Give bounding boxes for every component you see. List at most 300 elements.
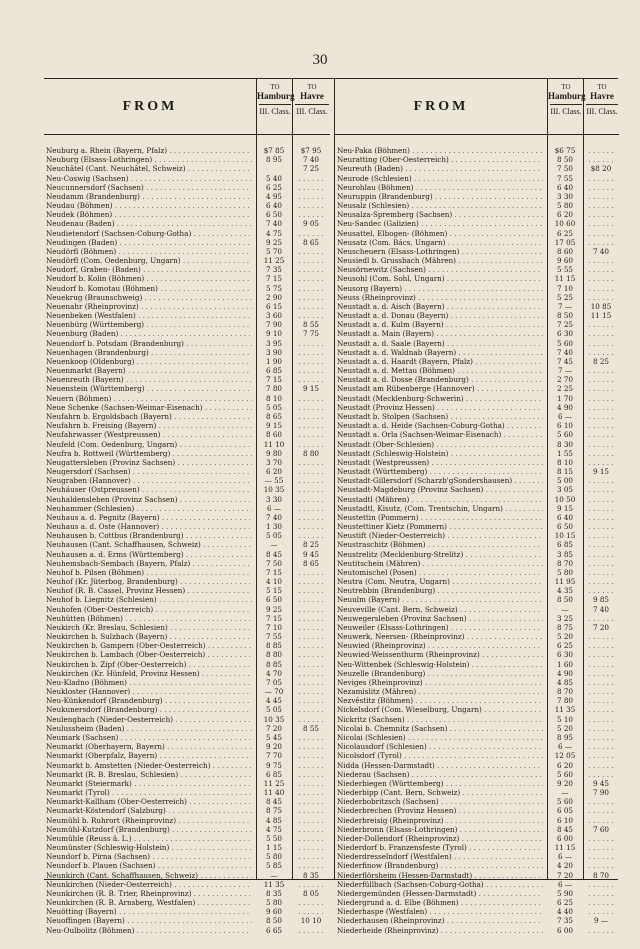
- table-row: [44, 357, 330, 366]
- hamburg-fare: 9 20: [265, 742, 282, 752]
- table-row: [335, 550, 619, 559]
- table-row: [335, 605, 619, 614]
- table-row: [335, 384, 619, 393]
- station-name: Neu-Coswig (Sachsen) . . .: [46, 174, 252, 183]
- hamburg-fare: 5 70: [265, 246, 282, 256]
- hamburg-fare: 9 15: [556, 503, 573, 513]
- hamburg-fare: 11 15: [554, 274, 576, 284]
- havre-fare: 7 25: [302, 164, 319, 174]
- hamburg-fare: 6 —: [557, 742, 573, 752]
- hamburg-fare: 8 85: [265, 659, 282, 669]
- table-row: [44, 779, 330, 788]
- table-row: [44, 834, 330, 843]
- hamburg-fare: 11 25: [263, 778, 285, 788]
- havre-fare: . . . . . .: [588, 228, 614, 238]
- hamburg-header: TO Hamburg III. Class.: [256, 79, 293, 134]
- hamburg-fare: 8 60: [556, 246, 573, 256]
- havre-fare: . . . . . .: [588, 292, 614, 302]
- station-name: Neuveville (Cant. Bern, Schweiz) . . .: [337, 605, 543, 614]
- havre-fare: . . . . . .: [588, 705, 614, 715]
- station-name: Neurohlau (Böhmen) . . .: [337, 183, 543, 192]
- station-name: Neuweiler (Elsass-Lothringen) . . .: [337, 623, 543, 632]
- havre-fare: . . . . . .: [588, 494, 614, 504]
- havre-fare: . . . . . .: [588, 760, 614, 770]
- havre-fare: . . . . . .: [298, 522, 324, 532]
- table-row: [335, 192, 619, 201]
- hamburg-fare: 6 25: [265, 182, 282, 192]
- hamburg-fare: 6 30: [556, 650, 573, 660]
- station-name: Neudörfl (Böhmen) . . .: [46, 247, 252, 256]
- station-name: Neumarkt (Oberpfalz, Bayern) . . .: [46, 751, 252, 760]
- station-name: Neustadt (Schleswig-Holstein) . . .: [337, 449, 543, 458]
- hamburg-fare: 6 10: [556, 421, 573, 431]
- from-heading: FROM: [413, 99, 469, 114]
- station-name: Neufra b. Rottweil (Württemberg) . . .: [46, 449, 252, 458]
- station-name: Niedergrund a. d. Elbe (Böhmen) . . .: [337, 898, 543, 907]
- hamburg-fare: 8 85: [265, 641, 282, 651]
- hamburg-fare: 5 00: [556, 476, 573, 486]
- table-row: [335, 284, 619, 293]
- havre-fare: . . . . . .: [588, 366, 614, 376]
- havre-fare: . . . . . .: [588, 659, 614, 669]
- hamburg-fare: 5 60: [556, 338, 573, 348]
- station-name: Neufahrn b. Freising (Bayern) . . .: [46, 421, 252, 430]
- hamburg-fare: 6 —: [557, 852, 573, 862]
- station-name: Neuhaldensleben (Provinz Sachsen) . . .: [46, 495, 252, 504]
- hamburg-fare: 5 40: [265, 173, 282, 183]
- hamburg-fare: 2 70: [556, 375, 573, 385]
- havre-fare: . . . . . .: [588, 182, 614, 192]
- hamburg-fare: 3 05: [556, 485, 573, 495]
- hamburg-fare: 3 95: [265, 338, 282, 348]
- station-name: Neutitschein (Mähren) . . .: [337, 559, 543, 568]
- havre-fare: . . . . . .: [298, 476, 324, 486]
- hamburg-fare: 9 20: [556, 778, 573, 788]
- station-name: Neustadt a. d. Heide (Sachsen-Coburg-Gotha) . . .: [337, 421, 543, 430]
- table-row: [335, 852, 619, 861]
- hamburg-fare: 6 40: [556, 512, 573, 522]
- page-number: 30: [312, 52, 328, 68]
- havre-fare: . . . . . .: [298, 604, 324, 614]
- havre-fare: . . . . . .: [298, 301, 324, 311]
- table-row: [335, 201, 619, 210]
- station-name: Neuwied (Rheinprovinz) . . .: [337, 641, 543, 650]
- station-name: Neukirchen (Kr. Hünfeld, Provinz Hessen) . . .: [46, 669, 252, 678]
- hamburg-fare: 7 55: [556, 173, 573, 183]
- hamburg-fare: 6 25: [556, 898, 573, 908]
- hamburg-fare: 5 80: [556, 567, 573, 577]
- station-name: Neureuth (Baden) . . .: [337, 164, 543, 173]
- hamburg-fare: 8 75: [265, 806, 282, 816]
- station-name: Neugersdorf (Sachsen) . . .: [46, 467, 252, 476]
- havre-fare: . . . . . .: [588, 898, 614, 908]
- havre-fare: 8 55: [302, 723, 319, 733]
- station-name: Neuss (Rheinprovinz) . . .: [337, 293, 543, 302]
- table-row: [335, 916, 619, 925]
- havre-fare: . . . . . .: [298, 265, 324, 275]
- hamburg-fare: 8 10: [556, 457, 573, 467]
- station-name: Neusatz (Com. Bács, Ungarn) . . .: [337, 238, 543, 247]
- hamburg-fare: 6 10: [556, 815, 573, 825]
- table-row: [44, 440, 330, 449]
- station-name: Neustraschitz (Böhmen) . . .: [337, 540, 543, 549]
- havre-fare: . . . . . .: [298, 567, 324, 577]
- table-row: [335, 329, 619, 338]
- hamburg-fare: 6 25: [556, 228, 573, 238]
- table-row: [335, 788, 619, 797]
- station-name: Neuhausen a. d. Erms (Württemberg) . . .: [46, 550, 252, 559]
- hamburg-fare: 7 35: [265, 265, 282, 275]
- hamburg-fare: 7 20: [265, 723, 282, 733]
- station-name: Neumarkt (Oberbayern, Bayern) . . .: [46, 742, 252, 751]
- table-row: [335, 540, 619, 549]
- table-row: [335, 375, 619, 384]
- table-row: [44, 421, 330, 430]
- hamburg-fare: 9 10: [265, 329, 282, 339]
- havre-fare: . . . . . .: [588, 558, 614, 568]
- hamburg-fare: 4 45: [265, 696, 282, 706]
- hamburg-fare: 10 50: [554, 494, 576, 504]
- hamburg-fare: 9 60: [556, 256, 573, 266]
- station-name: Neumarkt (Tyrol) . . .: [46, 788, 252, 797]
- station-name: Neustrelitz (Mecklenburg-Strelitz) . . .: [337, 550, 543, 559]
- havre-fare: . . . . . .: [588, 265, 614, 275]
- havre-fare: . . . . . .: [588, 522, 614, 532]
- havre-fare: 8 05: [302, 888, 319, 898]
- rate-table: [44, 78, 618, 935]
- havre-fare: 11 15: [590, 311, 612, 321]
- hamburg-fare: 5 55: [556, 265, 573, 275]
- station-name: Neumünster (Schleswig-Holstein) . . .: [46, 843, 252, 852]
- hamburg-fare: 7 15: [265, 375, 282, 385]
- hamburg-fare: 8 50: [265, 916, 282, 926]
- hamburg-fare: 5 05: [265, 705, 282, 715]
- havre-fare: . . . . . .: [298, 338, 324, 348]
- table-row: [335, 219, 619, 228]
- hamburg-fare: 10 15: [554, 531, 576, 541]
- havre-fare: . . . . . .: [588, 815, 614, 825]
- havre-fare: . . . . . .: [588, 861, 614, 871]
- havre-fare: . . . . . .: [298, 925, 324, 935]
- hamburg-fare: 1 70: [556, 393, 573, 403]
- table-row: [335, 449, 619, 458]
- havre-fare: . . . . . .: [588, 696, 614, 706]
- table-row: [44, 513, 330, 522]
- havre-fare: . . . . . .: [298, 421, 324, 431]
- station-name: Neusattel, Elbogen- (Böhmen) . . .: [337, 229, 543, 238]
- table-row: [335, 467, 619, 476]
- hamburg-fare: 8 60: [265, 430, 282, 440]
- hamburg-fare: 9 15: [265, 421, 282, 431]
- hamburg-fare: 6 65: [265, 925, 282, 935]
- table-row: [44, 394, 330, 403]
- havre-fare: $8 20: [590, 164, 612, 174]
- table-row: [44, 568, 330, 577]
- hamburg-fare: 4 90: [556, 402, 573, 412]
- havre-fare: . . . . . .: [298, 283, 324, 293]
- table-row: [335, 825, 619, 834]
- station-name: Neuwied-Weissenthurm (Rheinprovinz) . . .: [337, 650, 543, 659]
- table-row: [44, 366, 330, 375]
- table-row: [335, 531, 619, 540]
- station-name: Niederbiegen (Württemberg) . . .: [337, 779, 543, 788]
- hamburg-fare: 7 15: [265, 274, 282, 284]
- hamburg-fare: 5 20: [556, 632, 573, 642]
- hamburg-fare: 5 75: [265, 283, 282, 293]
- table-row: [44, 696, 330, 705]
- havre-fare: . . . . . .: [298, 852, 324, 862]
- table-row: [44, 247, 330, 256]
- table-row: [44, 595, 330, 604]
- table-row: [44, 806, 330, 815]
- station-name: Niederbipp (Cant. Bern, Schweiz) . . .: [337, 788, 543, 797]
- havre-fare: . . . . . .: [588, 155, 614, 165]
- havre-fare: . . . . . .: [298, 531, 324, 541]
- havre-fare: . . . . . .: [298, 467, 324, 477]
- table-row: [44, 898, 330, 907]
- station-name: Neuscheuern (Elsass-Lothringen) . . .: [337, 247, 543, 256]
- hamburg-fare: 4 75: [265, 228, 282, 238]
- hamburg-fare: 7 40: [556, 347, 573, 357]
- table-row: [335, 568, 619, 577]
- havre-fare: . . . . . .: [588, 852, 614, 862]
- havre-fare: . . . . . .: [588, 833, 614, 843]
- station-name: Neustadt b. Stolpen (Sachsen) . . .: [337, 412, 543, 421]
- havre-fare: . . . . . .: [298, 632, 324, 642]
- hamburg-fare: 7 90: [265, 320, 282, 330]
- hamburg-fare: 4 10: [265, 577, 282, 587]
- table-row: [44, 687, 330, 696]
- station-name: Neufahrwasser (Westpreussen) . . .: [46, 430, 252, 439]
- havre-fare: . . . . . .: [298, 503, 324, 513]
- station-name: Neuenhagen (Brandenburg) . . .: [46, 348, 252, 357]
- hamburg-fare: 7 80: [556, 696, 573, 706]
- havre-fare: . . . . . .: [298, 402, 324, 412]
- station-name: Neustadtl (Mähren) . . .: [337, 495, 543, 504]
- table-row: [335, 797, 619, 806]
- hamburg-fare: 7 10: [556, 283, 573, 293]
- table-row: [335, 210, 619, 219]
- station-name: Neudenau (Baden) . . .: [46, 219, 252, 228]
- havre-fare: 8 70: [592, 870, 609, 880]
- station-name: Neuötting (Bayern) . . .: [46, 907, 252, 916]
- station-name: Neustadt (Mecklenburg-Schwerin) . . .: [337, 394, 543, 403]
- station-name: Neulengbach (Nieder-Oesterreich) . . .: [46, 715, 252, 724]
- hamburg-fare: 6 —: [557, 411, 573, 421]
- station-name: Niederdresselndorf (Westfalen) . . .: [337, 852, 543, 861]
- left-rows: [44, 146, 330, 935]
- station-name: Niederdorf b. Franzensfeste (Tyrol) . . .: [337, 843, 543, 852]
- station-name: Neufahrn b. Ergoldsbach (Bayern) . . .: [46, 412, 252, 421]
- hamburg-fare: 8 15: [556, 467, 573, 477]
- table-row: [44, 265, 330, 274]
- table-row: [44, 797, 330, 806]
- table-row: [44, 660, 330, 669]
- hamburg-fare: 6 50: [265, 595, 282, 605]
- havre-header: TO Havre III. Class.: [583, 79, 620, 134]
- hamburg-fare: 7 70: [265, 751, 282, 761]
- table-row: [44, 916, 330, 925]
- havre-fare: . . . . . .: [588, 210, 614, 220]
- havre-fare: . . . . . .: [588, 540, 614, 550]
- station-name: Neusalz (Schlesien) . . .: [337, 201, 543, 210]
- station-name: Neustadt a. d. Donau (Bayern) . . .: [337, 311, 543, 320]
- station-name: Neudietendorf (Sachsen-Coburg-Gotha) . . .: [46, 229, 252, 238]
- table-row: [335, 293, 619, 302]
- hamburg-fare: — 55: [264, 476, 284, 486]
- hamburg-fare: 7 20: [556, 870, 573, 880]
- hamburg-fare: 5 25: [556, 292, 573, 302]
- station-name: Neukirchen b. Zipf (Ober-Oesterreich) . . .: [46, 660, 252, 669]
- table-row: [335, 779, 619, 788]
- table-row: [335, 623, 619, 632]
- havre-fare: 10 10: [300, 916, 322, 926]
- station-name: Neustadt a. d. Aisch (Bayern) . . .: [337, 302, 543, 311]
- table-row: [44, 788, 330, 797]
- hamburg-fare: — 70: [264, 687, 284, 697]
- table-row: [44, 761, 330, 770]
- hamburg-fare: 6 25: [556, 641, 573, 651]
- table-row: [335, 577, 619, 586]
- station-name: Neustadtl, Kisutz, (Com. Trentschin, Ungarn) . . .: [337, 504, 543, 513]
- station-name: Neutrebbin (Brandenburg) . . .: [337, 586, 543, 595]
- table-row: [335, 274, 619, 283]
- havre-fare: . . . . . .: [588, 879, 614, 889]
- station-name: Nickritz (Sachsen) . . .: [337, 715, 543, 724]
- station-name: Neuhof (R. B. Cassel, Provinz Hessen) . . .: [46, 586, 252, 595]
- havre-fare: 9 45: [592, 778, 609, 788]
- havre-fare: . . . . . .: [298, 292, 324, 302]
- table-row: [335, 311, 619, 320]
- station-name: Neuwerk, Neersen- (Rheinprovinz) . . .: [337, 632, 543, 641]
- havre-fare: . . . . . .: [298, 797, 324, 807]
- hamburg-fare: 17 05: [554, 237, 576, 247]
- havre-header: TO Havre III. Class.: [292, 79, 331, 134]
- havre-fare: . . . . . .: [298, 650, 324, 660]
- havre-fare: . . . . . .: [298, 430, 324, 440]
- hamburg-fare: 5 05: [265, 402, 282, 412]
- table-row: [335, 889, 619, 898]
- hamburg-fare: 7 40: [265, 219, 282, 229]
- table-row: [44, 586, 330, 595]
- table-row: [44, 146, 330, 155]
- station-name: Neuenahr (Rheinprovinz) . . .: [46, 302, 252, 311]
- table-row: [335, 366, 619, 375]
- table-row: [44, 559, 330, 568]
- havre-fare: . . . . . .: [588, 402, 614, 412]
- hamburg-fare: 6 40: [265, 201, 282, 211]
- havre-fare: . . . . . .: [298, 485, 324, 495]
- hamburg-fare: 8 95: [265, 155, 282, 165]
- table-row: [335, 641, 619, 650]
- hamburg-fare: 11 35: [554, 705, 576, 715]
- hamburg-fare: 3 30: [556, 191, 573, 201]
- hamburg-fare: 9 80: [265, 448, 282, 458]
- hamburg-fare: 5 05: [265, 531, 282, 541]
- station-name: Neuzelle (Brandenburg) . . .: [337, 669, 543, 678]
- table-row: [335, 834, 619, 843]
- hamburg-fare: 6 05: [556, 806, 573, 816]
- station-name: Niederhaspe (Westfalen) . . .: [337, 907, 543, 916]
- station-name: Neukirchen b. Sulzbach (Bayern) . . .: [46, 632, 252, 641]
- station-name: Neustadt (Westpreussen) . . .: [337, 458, 543, 467]
- table-row: [335, 320, 619, 329]
- hamburg-fare: 6 —: [266, 503, 282, 513]
- havre-fare: 9 15: [592, 467, 609, 477]
- hamburg-fare: 11 35: [263, 879, 285, 889]
- havre-fare: . . . . . .: [298, 586, 324, 596]
- table-row: [44, 302, 330, 311]
- hamburg-fare: 9 25: [265, 237, 282, 247]
- havre-fare: . . . . . .: [588, 567, 614, 577]
- station-name: Neusorg (Bayern) . . .: [337, 284, 543, 293]
- station-name: Neuhäuser (Ostpreussen) . . .: [46, 485, 252, 494]
- station-name: Niederfinow (Brandenburg) . . .: [337, 861, 543, 870]
- table-row: [44, 348, 330, 357]
- table-row: [335, 146, 619, 155]
- hamburg-fare: 1 15: [265, 843, 282, 853]
- havre-fare: . . . . . .: [588, 329, 614, 339]
- table-row: [44, 449, 330, 458]
- table-row: [44, 678, 330, 687]
- havre-fare: . . . . . .: [588, 769, 614, 779]
- havre-fare: 7 75: [302, 329, 319, 339]
- havre-fare: . . . . . .: [298, 806, 324, 816]
- station-name: Neuhausen (Cant. Schaffhausen, Schweiz) . . .: [46, 540, 252, 549]
- table-row: [335, 183, 619, 192]
- table-row: [335, 705, 619, 714]
- havre-fare: . . . . . .: [298, 366, 324, 376]
- hamburg-fare: 7 —: [557, 366, 573, 376]
- table-row: [44, 495, 330, 504]
- havre-fare: $7 95: [300, 146, 322, 155]
- left-header: [44, 79, 330, 135]
- table-row: [335, 650, 619, 659]
- hamburg-fare: 3 60: [265, 311, 282, 321]
- havre-fare: 9 15: [302, 384, 319, 394]
- havre-fare: . . . . . .: [588, 714, 614, 724]
- table-row: [335, 586, 619, 595]
- station-name: Neuekrug (Braunschweig) . . .: [46, 293, 252, 302]
- table-row: [44, 192, 330, 201]
- station-name: Nezamislitz (Mähren) . . .: [337, 687, 543, 696]
- hamburg-fare: 6 85: [556, 540, 573, 550]
- station-name: Neudamm (Brandenburg) . . .: [46, 192, 252, 201]
- station-name: Neuendorf b. Potsdam (Brandenburg) . . .: [46, 339, 252, 348]
- hamburg-fare: 7 25: [556, 320, 573, 330]
- havre-fare: . . . . . .: [298, 393, 324, 403]
- hamburg-fare: 4 70: [265, 668, 282, 678]
- hamburg-fare: —: [270, 870, 278, 880]
- station-name: Neu-Oulbolitz (Böhmen) . . .: [46, 926, 252, 935]
- table-row: [335, 806, 619, 815]
- hamburg-fare: 4 40: [556, 907, 573, 917]
- hamburg-fare: 5 80: [265, 852, 282, 862]
- table-row: [44, 504, 330, 513]
- station-name: Neudorf b. Komotau (Böhmen) . . .: [46, 284, 252, 293]
- table-row: [44, 550, 330, 559]
- station-name: Neunkirchen (R. B. Arnsberg, Westfalen) . . .: [46, 898, 252, 907]
- havre-fare: 7 90: [592, 788, 609, 798]
- table-row: [44, 705, 330, 714]
- table-row: [335, 229, 619, 238]
- hamburg-fare: 6 00: [556, 925, 573, 935]
- havre-fare: . . . . . .: [298, 246, 324, 256]
- table-row: [44, 724, 330, 733]
- table-row: [335, 302, 619, 311]
- table-row: [44, 339, 330, 348]
- station-name: Neustadt a. d. Saale (Bayern) . . .: [337, 339, 543, 348]
